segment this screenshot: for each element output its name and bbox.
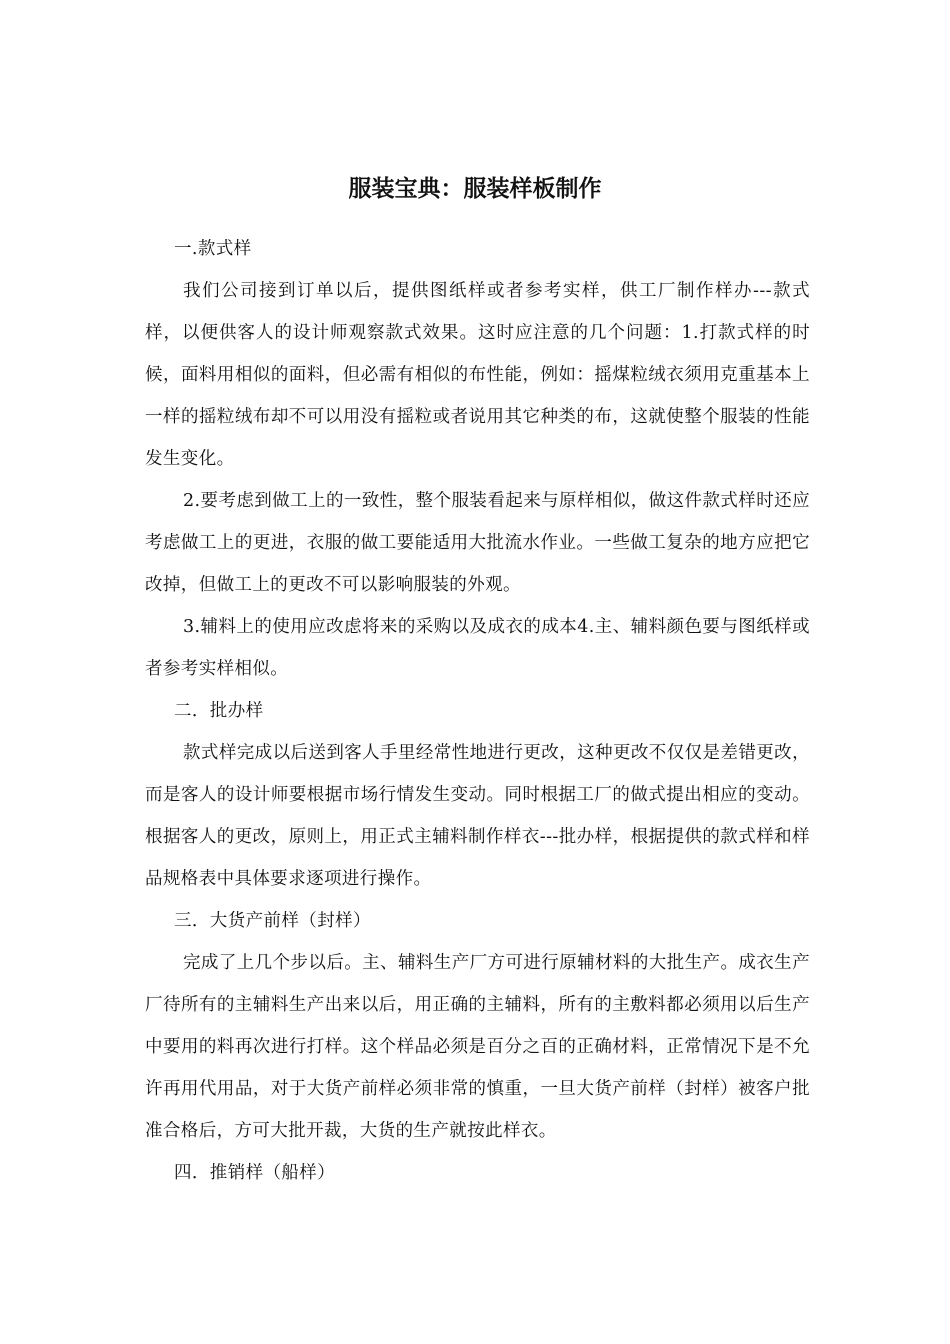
paragraph-approval-sample: 款式样完成以后送到客人手里经常性地进行更改，这种更改不仅仅是差错更改，而是客人的设计师要根据市场行情发生变动。同时根据工厂的做式提出相应的变动。根据客人的更改，原则上，用正式主辅料制作样衣---批办样，根据提供的款式样和样品规格表中具体要求逐项进行操作。	[145, 743, 810, 889]
paragraph-style-sample-intro: 我们公司接到订单以后，提供图纸样或者参考实样，供工厂制作样办---款式样，以便供客人的设计师观察款式效果。这时应注意的几个问题：1.打款式样的时候，面料用相似的面料，但必需有相似的布性能，例如：摇煤粒绒衣须用克重基本上一样的摇粒绒布却不可以用没有摇粒或者说用其它种类的布，这就使整个服装的性能发生变化。	[145, 281, 810, 469]
paragraph-preproduction-sample: 完成了上几个步以后。主、辅料生产厂方可进行原辅材料的大批生产。成衣生产厂待所有的主辅料生产出来以后，用正确的主辅料，所有的主敷料都必须用以后生产中要用的料再次进行打样。这个样品必须是百分之百的正确材料，正常情况下是不允许再用代用品，对于大货产前样必须非常的慎重，一旦大货产前样（封样）被客户批准合格后，方可大批开裁，大货的生产就按此样衣。	[145, 953, 810, 1141]
section-heading-sales-sample: 四．推销样（船样）	[174, 1163, 336, 1183]
document-title: 服装宝典：服装样板制作	[348, 176, 602, 202]
section-heading-approval-sample: 二．批办样	[174, 701, 264, 721]
document-body	[145, 228, 810, 1194]
section-heading-style-sample: 一.款式样	[174, 239, 252, 259]
paragraph-accessories: 3.辅料上的使用应改虑将来的采购以及成衣的成本4.主、辅料颜色要与图纸样或者参考实样相似。	[145, 617, 810, 679]
paragraph-workmanship: 2.要考虑到做工上的一致性，整个服装看起来与原样相似，做这件款式样时还应考虑做工上的更进，衣服的做工要能适用大批流水作业。一些做工复杂的地方应把它改掉，但做工上的更改不可以影响服装的外观。	[145, 491, 810, 595]
section-heading-preproduction-sample: 三．大货产前样（封样）	[174, 911, 371, 931]
